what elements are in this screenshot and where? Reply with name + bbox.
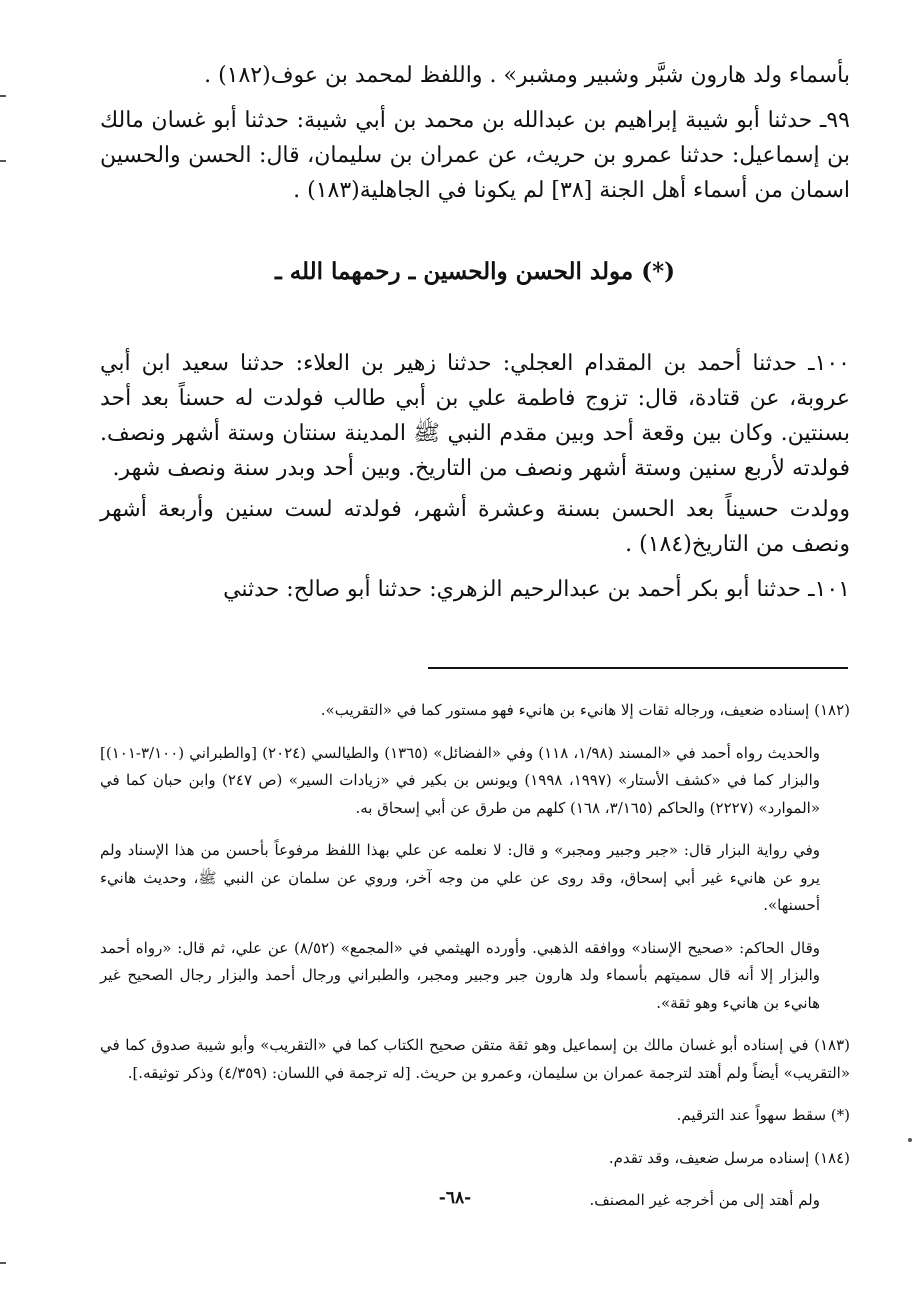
- main-text-top: [100, 58, 850, 208]
- footnote-182-hakim: وقال الحاكم: «صحيح الإسناد» ووافقه الذهبي. وأورده الهيثمي في «المجمع» (٨/٥٢) عن علي، ثم قال: «رواه أحمد والبزار إلا أنه قال سميتهم بأسماء ولد هارون جبر وجبير ومجبر، والطبراني ورجال أحمد والبزار رجال الصحيح غير هانيء بن هانيء وهو ثقة».: [100, 938, 820, 1012]
- scan-mark: [0, 95, 6, 97]
- footnote-star: (*) سقط سهواً عند الترقيم.: [676, 1106, 850, 1124]
- footnote-183: (١٨٣) في إسناده أبو غسان مالك بن إسماعيل وهو ثقة متقن صحيح الكتاب كما في «التقريب» وأبو شيبة صدوق كما في «التقريب» أيضاً ولم أهتد لترجمة عمران بن سليمان، وعمرو بن حريث. [له ترجمة في اللسان: (٤/٣٥٩) وذكر توثيقه.].: [100, 1036, 850, 1082]
- paragraph-continuation: بأسماء ولد هارون شبَّر وشبير ومشبر» . واللفظ لمحمد بن عوف(١٨٢) .: [204, 63, 850, 88]
- footnote-184: (١٨٤) إسناده مرسل ضعيف، وقد تقدم.: [608, 1148, 850, 1167]
- scan-mark: [0, 160, 6, 162]
- paragraph-hadith-101: ١٠١ـ حدثنا أبو بكر أحمد بن عبدالرحيم الزهري: حدثنا أبو صالح: حدثني: [223, 577, 850, 602]
- paragraph-hadith-99: ٩٩ـ حدثنا أبو شيبة إبراهيم بن عبدالله بن محمد بن أبي شيبة: حدثنا أبو غسان مالك بن إسماعيل: حدثنا عمرو بن حريث، عن عمران بن سليمان، قال: الحسن والحسين اسمان من أسماء أهل الجنة [٣٨] لم يكونا في الجاهلية(١٨٣) .: [100, 108, 850, 203]
- footnote-182: (١٨٢) إسناده ضعيف، ورجاله ثقات إلا هانيء بن هانيء فهو مستور كما في «التقريب».: [320, 701, 850, 719]
- page-number: -٦٨-: [438, 1188, 472, 1208]
- footnote-182-sources: والحديث رواه أحمد في «المسند (١/٩٨، ١١٨) وفي «الفضائل» (١٣٦٥) والطيالسي (٢٠٢٤) [والطبراني (٣/١٠٠-١٠١)] والبزار كما في «كشف الأستار» (١٩٩٧، ١٩٩٨) ويونس بن بكير في «زيادات السير» (ص ٢٤٧) وابن حبان كما في «الموارد» (٢٢٢٧) والحاكم (٣/١٦٥، ١٦٨) كلهم من طرق عن أبي إسحاق به.: [100, 743, 821, 817]
- footnote-separator: [428, 667, 848, 669]
- footnotes-block: [100, 682, 850, 1230]
- main-text-bottom: [100, 346, 850, 607]
- paragraph-hadith-100-cont: وولدت حسيناً بعد الحسن بسنة وعشرة أشهر، فولدته لست سنين وأربعة أشهر ونصف من التاريخ(١٨٤) .: [100, 497, 850, 557]
- section-title: (*) مولد الحسن والحسين ـ رحمهما الله ـ: [274, 258, 676, 285]
- scan-mark: [0, 1262, 6, 1264]
- footnote-182-bazzar: وفي رواية البزار قال: «جبر وجبير ومجبر» و قال: لا نعلمه عن علي بهذا اللفظ مرفوعاً بأحسن من هذا الإسناد ولم يرو عن هانيء غير أبي إسحاق، وقد روى عن علي من وجه آخر، وروي عن سلمان عن النبي ﷺ، وحديث هانيء أحسنها».: [100, 841, 820, 914]
- scan-mark: [908, 1138, 912, 1142]
- paragraph-hadith-100: ١٠٠ـ حدثنا أحمد بن المقدام العجلي: حدثنا زهير بن العلاء: حدثنا سعيد ابن أبي عروبة، عن قتادة، قال: تزوج فاطمة علي بن أبي طالب فولدت له حسناً بعد أحد بسنتين. وكان بين وقعة أحد وبين مقدم النبي ﷺ المدينة سنتان وستة أشهر ونصف. فولدته لأربع سنين وستة أشهر ونصف من التاريخ. وبين أحد وبدر سنة ونصف شهر.: [100, 351, 850, 481]
- footnote-184-note: ولم أهتد إلى من أخرجه غير المصنف.: [589, 1191, 820, 1209]
